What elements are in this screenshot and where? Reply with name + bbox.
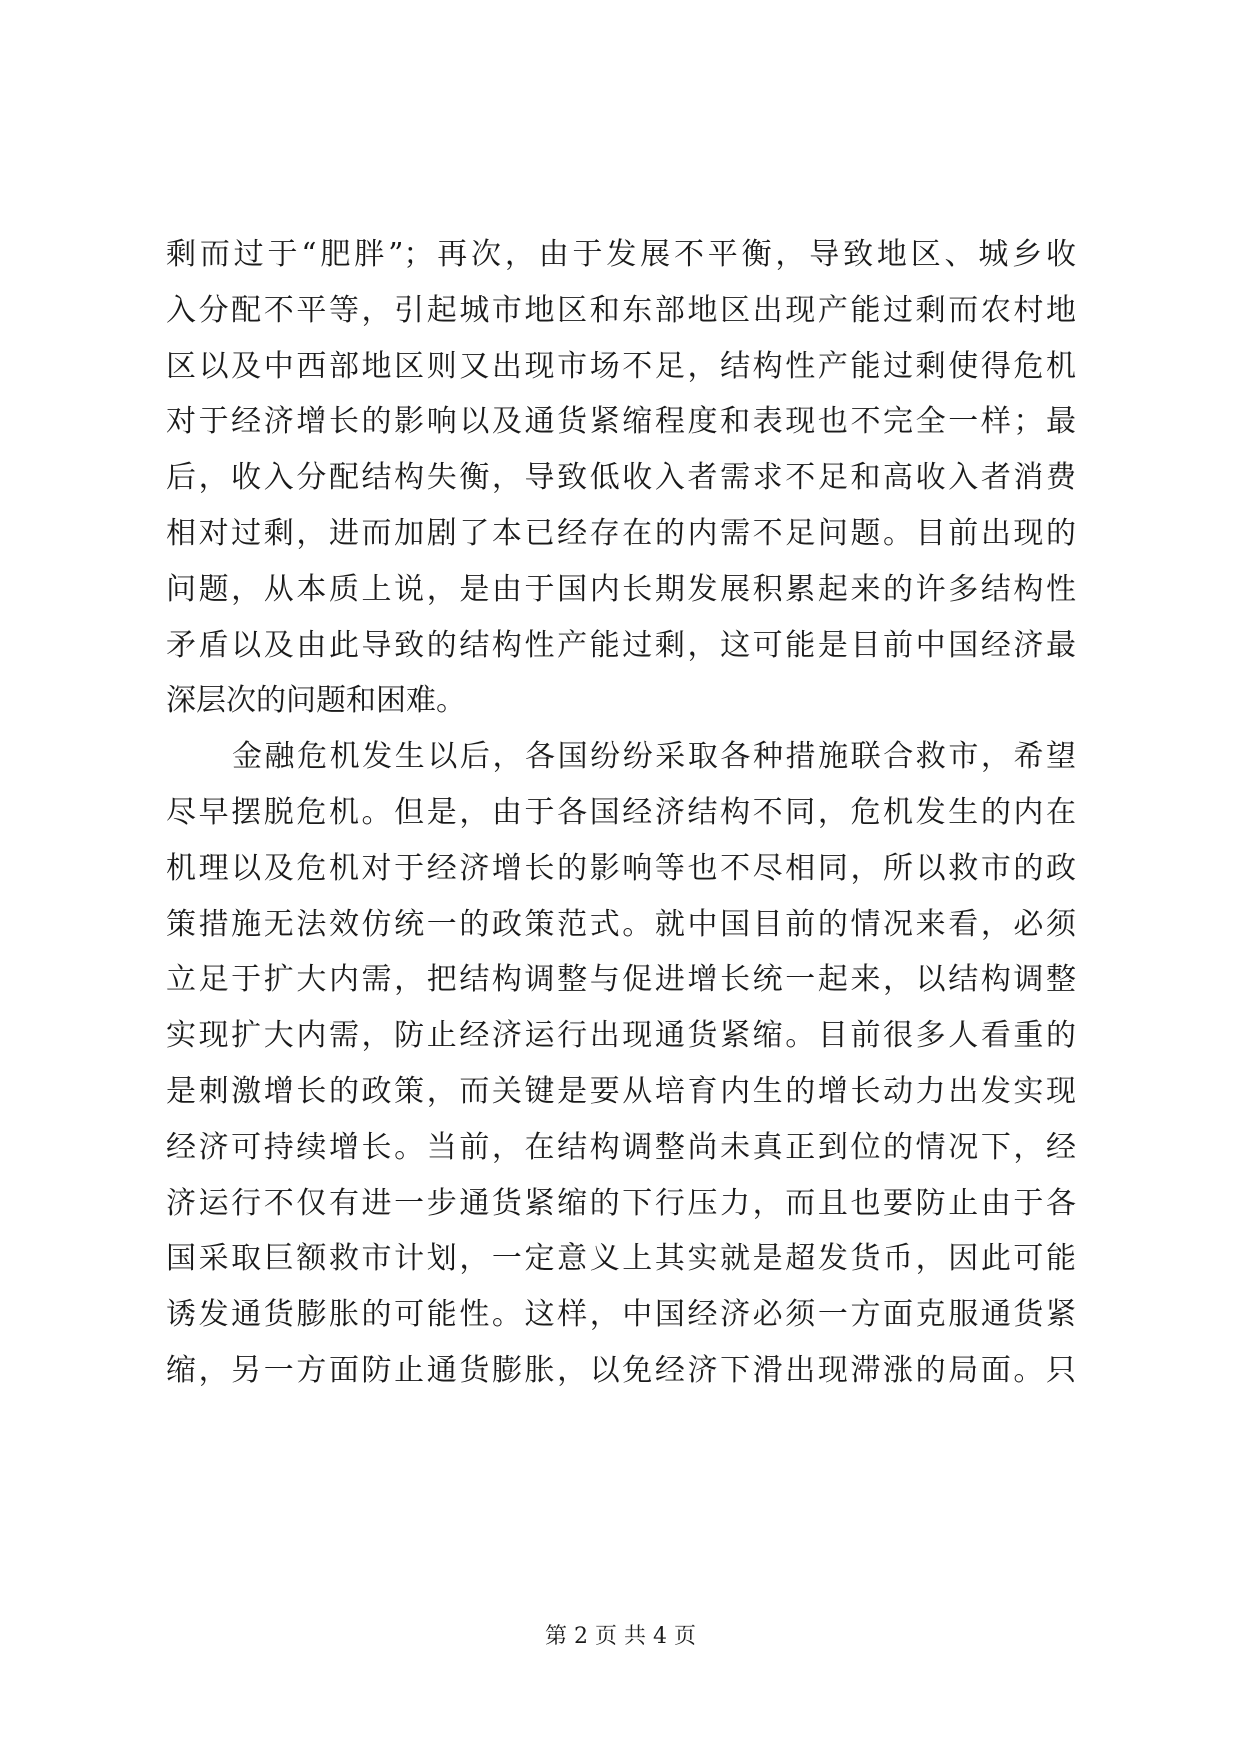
paragraph-1-line: 区以及中西部地区则又出现市场不足，结构性产能过剩使得危机 <box>166 348 1076 384</box>
paragraph-2-line: 立足于扩大内需，把结构调整与促进增长统一起来，以结构调整 <box>166 962 1076 998</box>
body-text <box>166 227 1076 1399</box>
paragraph-2-line: 实现扩大内需，防止经济运行出现通货紧缩。目前很多人看重的 <box>166 1018 1076 1054</box>
paragraph-2-line: 国采取巨额救市计划，一定意义上其实就是超发货币，因此可能 <box>166 1241 1076 1277</box>
page-number-footer: 第 2 页 共 4 页 <box>545 1624 696 1649</box>
paragraph-2-line: 金融危机发生以后，各国纷纷采取各种措施联合救市，希望 <box>232 739 1076 775</box>
paragraph-2-line: 尽早摆脱危机。但是，由于各国经济结构不同，危机发生的内在 <box>166 794 1076 830</box>
paragraph-2-line: 济运行不仅有进一步通货紧缩的下行压力，而且也要防止由于各 <box>166 1185 1076 1221</box>
paragraph-1-line: 对于经济增长的影响以及通货紧缩程度和表现也不完全一样；最 <box>166 404 1076 440</box>
paragraph-1-line: 矛盾以及由此导致的结构性产能过剩，这可能是目前中国经济最 <box>166 627 1076 663</box>
paragraph-1-line: 入分配不平等，引起城市地区和东部地区出现产能过剩而农村地 <box>166 292 1076 328</box>
paragraph-1-line: 深层次的问题和困难。 <box>166 683 466 719</box>
paragraph-1-line: 相对过剩，进而加剧了本已经存在的内需不足问题。目前出现的 <box>166 515 1076 551</box>
paragraph-1-line: 问题，从本质上说，是由于国内长期发展积累起来的许多结构性 <box>166 571 1076 607</box>
paragraph-2-line: 策措施无法效仿统一的政策范式。就中国目前的情况来看，必须 <box>166 906 1076 942</box>
paragraph-2-line: 经济可持续增长。当前，在结构调整尚未真正到位的情况下，经 <box>166 1129 1076 1165</box>
paragraph-2-line: 诱发通货膨胀的可能性。这样，中国经济必须一方面克服通货紧 <box>166 1297 1076 1333</box>
paragraph-1-line: 剩而过于“肥胖”；再次，由于发展不平衡，导致地区、城乡收 <box>166 237 1076 272</box>
paragraph-2-line: 是刺激增长的政策，而关键是要从培育内生的增长动力出发实现 <box>166 1073 1076 1109</box>
paragraph-2-line: 机理以及危机对于经济增长的影响等也不尽相同，所以救市的政 <box>166 850 1076 886</box>
paragraph-1-line: 后，收入分配结构失衡，导致低收入者需求不足和高收入者消费 <box>166 460 1076 496</box>
paragraph-2-line: 缩，另一方面防止通货膨胀，以免经济下滑出现滞涨的局面。只 <box>166 1352 1076 1388</box>
